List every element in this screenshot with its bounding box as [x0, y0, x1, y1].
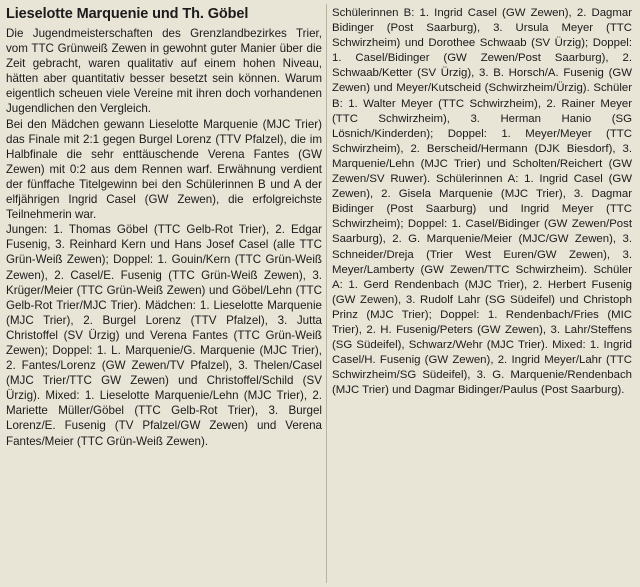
headline: Lieselotte Marquenie und Th. Göbel — [6, 6, 249, 22]
girls-report-paragraph: Bei den Mädchen gewann Lieselotte Marquenie (MJC Trier) das Finale mit 2:1 gegen Burgel Lorenz (TTV Pfalzel), die im Halbfinale die sehr enttäuschende Verena Fantes (GW Zewen) mit 0:2 aus dem Rennen warf. Erwähnung verdient der fünffache Titelgewinn bei den Schülerinnen B und A der elfjährigen Ingrid Casel (GW Zewen), die erfolgreichste Teilnehmerin war. — [6, 117, 322, 222]
right-column — [332, 6, 632, 583]
results-paragraph-right: Schülerinnen B: 1. Ingrid Casel (GW Zewen), 2. Dagmar Bidinger (Post Saarburg), 3. Ursula Meyer (TTC Schwirzheim) und Dorothee Schwaab (SV Ürzig); Doppel: 1. Casel/Bidinger (GW Zewen/Post Saarburg), 2. Schwaab/Ketter (SV Ürzig), 3. B. Horsch/A. Fusenig (GW Zewen) und Meyer/Kutscheid (Schwirzheim/Ürzig). Schüler B: 1. Walter Meyer (TTC Schwirzheim), 2. Rainer Meyer (TTC Schwirzheim), 3. Herman Hanio (SG Lösnich/Kinderden); Doppel: 1. Meyer/Meyer (TTC Schwirzheim), 2. Berscheid/Hermann (DJK Biesdorf), 3. Marquenie/Lehn (MJC Trier) und Scholten/Reichert (GW Zewen/SV Ruwer). Schülerinnen A: 1. Ingrid Casel (GW Zewen), 2. Gisela Marquenie (MJC Trier), 3. Dagmar Bidinger (Post Saarburg) und Ingrid Meyer (TTC Schwirzheim); Doppel: 1. Casel/Bidinger (GW Zewen/Post Saarburg), 2. G. Marquenie/Meier (MJC/GW Zewen), 3. Schneider/Dreja (Trier West Euren/GW Zewen), 3. Meyer/Lamberty (GW Zewen/TTC Schwirzheim). Schüler A: 1. Gerd Rendenbach (MJC Trier), 2. Herbert Fusenig (GW Zewen), 3. Rudolf Lahr (SG Südeifel) und Christoph Prinz (MJC Trier); Doppel: 1. Rendenbach/Fries (MIC Trier), 2. H. Fusenig/Peters (GW Zewen), 3. Lahr/Steffens (SG Südeifel), Schwarz/Wehr (MJC Trier). Mixed: 1. Ingrid Casel/H. Fusenig (GW Zewen), 2. Ingrid Meyer/Lahr (TTC Schwirzheim/SG Südeifel), 3. G. Marquenie/Rendenbach (MJC Trier) und Dagmar Bidinger/Paulus (Post Saarburg). — [332, 7, 632, 397]
intro-paragraph: Die Jugendmeisterschaften des Grenzlandbezirkes Trier, vom TTC Grünweiß Zewen in gewohnt guter Manier über die Zeit gebracht, waren qualitativ auf einem hohen Niveau, hätten aber quantitativ besser besetzt sein können. Warum eigentlich scheuen viele Vereine mit ihren doch vorhandenen Jugendlichen den Vergleich. — [6, 27, 322, 116]
results-paragraph-left: Jungen: 1. Thomas Göbel (TTC Gelb-Rot Trier), 2. Edgar Fusenig, 3. Reinhard Kern und Hans Josef Casel (alle TTC Grün-Weiß Zewen); Doppel: 1. Gouin/Kern (TTC Grün-Weiß Zewen), 2. Casel/E. Fusenig (TTC Grün-Weiß Zewen), 3. Krüger/Meier (TTC Grün-Weiß Zewen) und Göbel/Lehn (TTC Gelb-Rot Trier/MJC Trier). Mädchen: 1. Lieselotte Marquenie (MJC Trier), 2. Burgel Lorenz (TTV Pfalzel), 3. Jutta Christoffel (SV Ürzig) und Verena Fantes (TTC Grün-Weiß Zewen); Doppel: 1. L. Marquenie/G. Marquenie (MJC Trier), 2. Fantes/Lorenz (GW Zewen/TV Pfalzel), 3. Thelen/Casel (MJC Trier/TTC GW Zewen) und Christoffel/Schild (SV Ürzig). Mixed: 1. Lieselotte Marquenie/Lehn (MJC Trier), 2. Mariette Müller/Göbel (TTC Gelb-Rot Trier), 3. Burgel Lorenz/E. Fusenig (TV Pfalzel/GW Zewen) und Verena Fantes/Meier (TTC Grün-Weiß Zewen). — [6, 223, 322, 448]
left-column — [6, 6, 322, 583]
column-divider — [326, 4, 327, 583]
